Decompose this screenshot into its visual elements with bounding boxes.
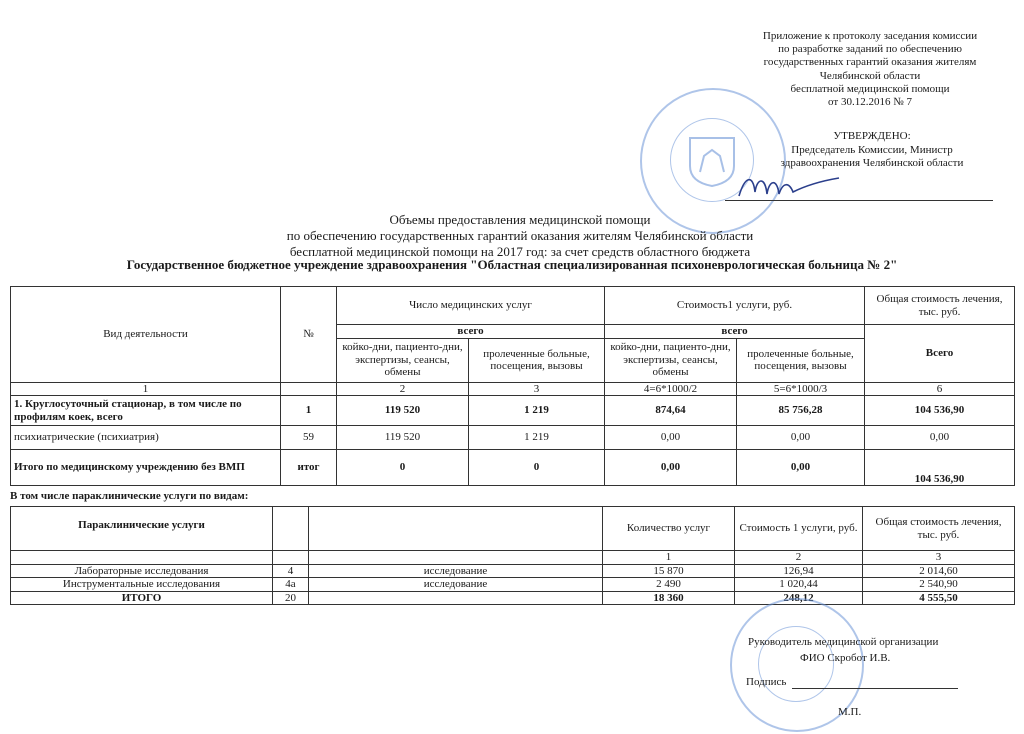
cell-unit: исследование: [309, 564, 603, 578]
table-row: [11, 426, 1015, 450]
cell-number: итог: [281, 450, 337, 486]
header-total-cost: Общая стоимость лечения, тыс. руб.: [863, 507, 1015, 551]
cell-unit: исследование: [309, 578, 603, 592]
cell-unit-cost: 1 020,44: [735, 578, 863, 592]
paraclinical-subtitle: В том числе параклинические услуги по видам:: [10, 490, 249, 502]
header-activity: Вид деятельности: [11, 287, 281, 383]
appendix-line: по разработке заданий по обеспечению: [778, 43, 962, 56]
head-fio: ФИО Скробот И.В.: [800, 652, 891, 664]
cell-quantity: 2 490: [603, 578, 735, 592]
cell-code: 4: [273, 564, 309, 578]
header-empty: [309, 507, 603, 551]
approval-block: [752, 130, 992, 171]
cell-cost-bed-day: 0,00: [605, 426, 737, 450]
cell-number: 1: [281, 396, 337, 426]
header-all-cost: всего: [605, 325, 865, 339]
cell-total-cost: 2 014,60: [863, 564, 1015, 578]
appendix-line: бесплатной медицинской помощи: [790, 82, 950, 95]
header-treated-cost: пролеченные больные, посещения, вызовы: [737, 338, 865, 382]
cell-total-cost: 2 540,90: [863, 578, 1015, 592]
table-row: [11, 450, 1015, 486]
seal-mark: М.П.: [838, 706, 862, 718]
table-row: [11, 564, 1015, 578]
index-cell: 5=6*1000/3: [737, 382, 865, 396]
paraclinical-table: [10, 506, 1015, 605]
cell-quantity: 15 870: [603, 564, 735, 578]
cell-activity: психиатрические (психиатрия): [11, 426, 281, 450]
cell-total: 0,00: [865, 426, 1015, 450]
cell-service: ИТОГО: [11, 591, 273, 605]
index-cell: 1: [603, 551, 735, 565]
cell-bed-days: 0: [337, 450, 469, 486]
coat-of-arms-icon: [686, 132, 738, 188]
index-row: [11, 382, 1015, 396]
header-bed-days: койко-дни, пациенто-дни, экспертизы, сеансы, обмены: [337, 338, 469, 382]
index-cell: 2: [337, 382, 469, 396]
cell-total-cost: 4 555,50: [863, 591, 1015, 605]
header-all-services: всего: [337, 325, 605, 339]
cell-bed-days: 119 520: [337, 396, 469, 426]
cell-unit: [309, 591, 603, 605]
approval-line: здравоохранения Челябинской области: [780, 157, 964, 169]
approval-line: УТВЕРЖДЕНО:: [833, 130, 911, 142]
header-services: Число медицинских услуг: [337, 287, 605, 325]
cell-treated: 0: [469, 450, 605, 486]
cell-code: 20: [273, 591, 309, 605]
cell-cost-bed-day: 874,64: [605, 396, 737, 426]
head-title: Руководитель медицинской организации: [748, 636, 939, 648]
title-line: по обеспечению государственных гарантий оказания жителям Челябинской области: [286, 228, 754, 243]
institution-name: Государственное бюджетное учреждение здравоохранения "Областная специализированная психоневрологическая больница № 2": [126, 257, 898, 272]
cell-cost-treated: 0,00: [737, 426, 865, 450]
cell-total: 104 536,90: [865, 396, 1015, 426]
approval-line: Председатель Комиссии, Министр: [791, 143, 953, 156]
title-line: Объемы предоставления медицинской помощи: [389, 212, 651, 227]
cell-service: Лабораторные исследования: [11, 564, 273, 578]
index-cell: [281, 382, 337, 396]
cell-service: Инструментальные исследования: [11, 578, 273, 592]
signature-line: [725, 200, 993, 201]
header-bed-days-cost: койко-дни, пациенто-дни, экспертизы, сеансы, обмены: [605, 338, 737, 382]
cell-bed-days: 119 520: [337, 426, 469, 450]
cell-treated: 1 219: [469, 396, 605, 426]
index-cell: 2: [735, 551, 863, 565]
cell-cost-bed-day: 0,00: [605, 450, 737, 486]
cell-activity: 1. Круглосуточный стационар, в том числе по профилям коек, всего: [11, 396, 281, 426]
cell-cost-treated: 85 756,28: [737, 396, 865, 426]
cell-code: 4а: [273, 578, 309, 592]
header-paraclinical: Параклинические услуги: [11, 507, 273, 551]
volumes-table: [10, 286, 1015, 486]
cell-unit-cost: 126,94: [735, 564, 863, 578]
table-row: [11, 578, 1015, 592]
title-line: бесплатной медицинской помощи на 2017 год: за счет средств областного бюджета: [289, 244, 751, 259]
index-cell: 4=6*1000/2: [605, 382, 737, 396]
appendix-note: [730, 30, 1010, 109]
appendix-line: Челябинской области: [819, 69, 921, 82]
table-row: [11, 396, 1015, 426]
index-cell: 1: [11, 382, 281, 396]
header-total: Общая стоимость лечения, тыс. руб.: [865, 287, 1015, 325]
signature: [735, 168, 845, 204]
header-vsego: Всего: [865, 325, 1015, 383]
cell-number: 59: [281, 426, 337, 450]
cell-quantity: 18 360: [603, 591, 735, 605]
appendix-line: от 30.12.2016 № 7: [828, 96, 912, 109]
sign-label: Подпись: [746, 676, 787, 688]
index-cell: 3: [469, 382, 605, 396]
header-number: №: [281, 287, 337, 383]
header-quantity: Количество услуг: [603, 507, 735, 551]
cell-unit-cost: 248,12: [735, 591, 863, 605]
table-row: [11, 591, 1015, 605]
header-unit-cost: Стоимость 1 услуги, руб.: [735, 507, 863, 551]
index-row: [11, 551, 1015, 565]
cell-treated: 1 219: [469, 426, 605, 450]
header-treated: пролеченные больные, посещения, вызовы: [469, 338, 605, 382]
document-title: [200, 212, 840, 260]
sign-field-line: [792, 688, 958, 689]
cell-activity: Итого по медицинскому учреждению без ВМП: [11, 450, 281, 486]
appendix-line: Приложение к протоколу заседания комиссии: [762, 30, 978, 42]
cell-total: 104 536,90: [865, 450, 1015, 486]
header-empty: [273, 507, 309, 551]
header-cost: Стоимость1 услуги, руб.: [605, 287, 865, 325]
index-cell: 6: [865, 382, 1015, 396]
appendix-line: государственных гарантий оказания жителям: [763, 56, 977, 69]
index-cell: 3: [863, 551, 1015, 565]
cell-cost-treated: 0,00: [737, 450, 865, 486]
